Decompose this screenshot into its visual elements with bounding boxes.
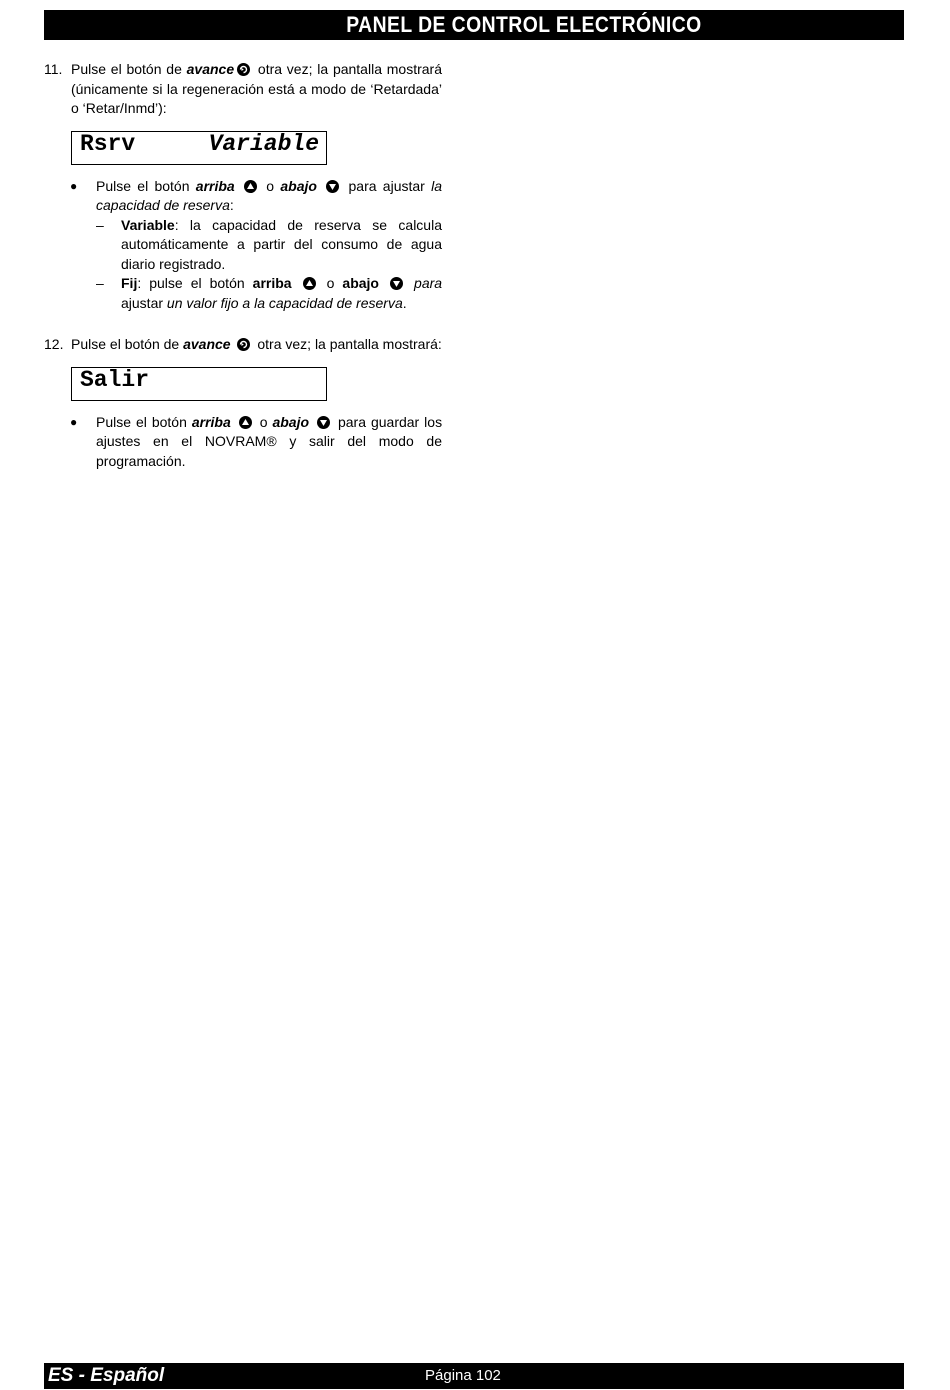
sub-item-variable: – Variable: la capacidad de reserva se calcula automáticamente a partir del consumo de agua diario registrado. — [96, 216, 442, 272]
arrow-up-icon — [244, 180, 257, 193]
step-11 — [44, 60, 442, 119]
lcd-display-exit — [71, 367, 327, 401]
lcd-text-right: Variable — [208, 130, 319, 157]
lcd-display-reserve — [71, 131, 327, 165]
advance-icon — [237, 338, 250, 351]
page-header-bar — [44, 10, 904, 40]
sub-item-fij: – Fij: pulse el botón arriba o abajo para ajustar un valor fijo a la capacidad de reserva. — [96, 275, 443, 311]
bullet-dot: ● — [70, 414, 78, 429]
arrow-down-icon — [390, 277, 403, 290]
arrow-down-icon — [326, 180, 339, 193]
page-number: Página 102 — [425, 1367, 501, 1384]
bullet-dot: ● — [70, 178, 78, 193]
bullet-item: ● Pulse el botón arriba o abajo para ajustar la capacidad de reserva: – Variable: la capacidad de reserva se calcula automáticamente a partir del consumo de agua diario registrado. – Fij: pulse el botón arriba o abajo para ajustar un valor fijo a la capacidad de reserva. — [70, 177, 442, 314]
page-footer-bar — [44, 1363, 904, 1389]
language-label: ES - Español — [48, 1365, 165, 1386]
bullet-item: ● Pulse el botón arriba o abajo para guardar los ajustes en el NOVRAM® y salir del modo de programación. — [70, 413, 442, 472]
step-number: 12. — [44, 336, 64, 352]
arrow-up-icon — [239, 416, 252, 429]
lcd-text-left: Salir — [80, 366, 150, 393]
lcd-text-left: Rsrv — [80, 130, 136, 157]
advance-button-label: avance — [186, 61, 235, 77]
step-text: Pulse el botón de avance otra vez; la pantalla mostrará: — [71, 336, 442, 352]
step-12 — [44, 335, 442, 355]
arrow-down-icon — [317, 416, 330, 429]
step-number: 11. — [44, 61, 63, 77]
content-column — [44, 60, 442, 471]
advance-icon — [237, 63, 250, 76]
advance-button-label: avance — [183, 336, 231, 352]
arrow-up-icon — [303, 277, 316, 290]
page-title: PANEL DE CONTROL ELECTRÓNICO — [346, 12, 702, 37]
step-text: Pulse el botón de avance otra vez; la pantalla mostrará (únicamente si la regeneración está a modo de ‘Retardada’ o ‘Retar/Inmd’): — [71, 61, 442, 116]
